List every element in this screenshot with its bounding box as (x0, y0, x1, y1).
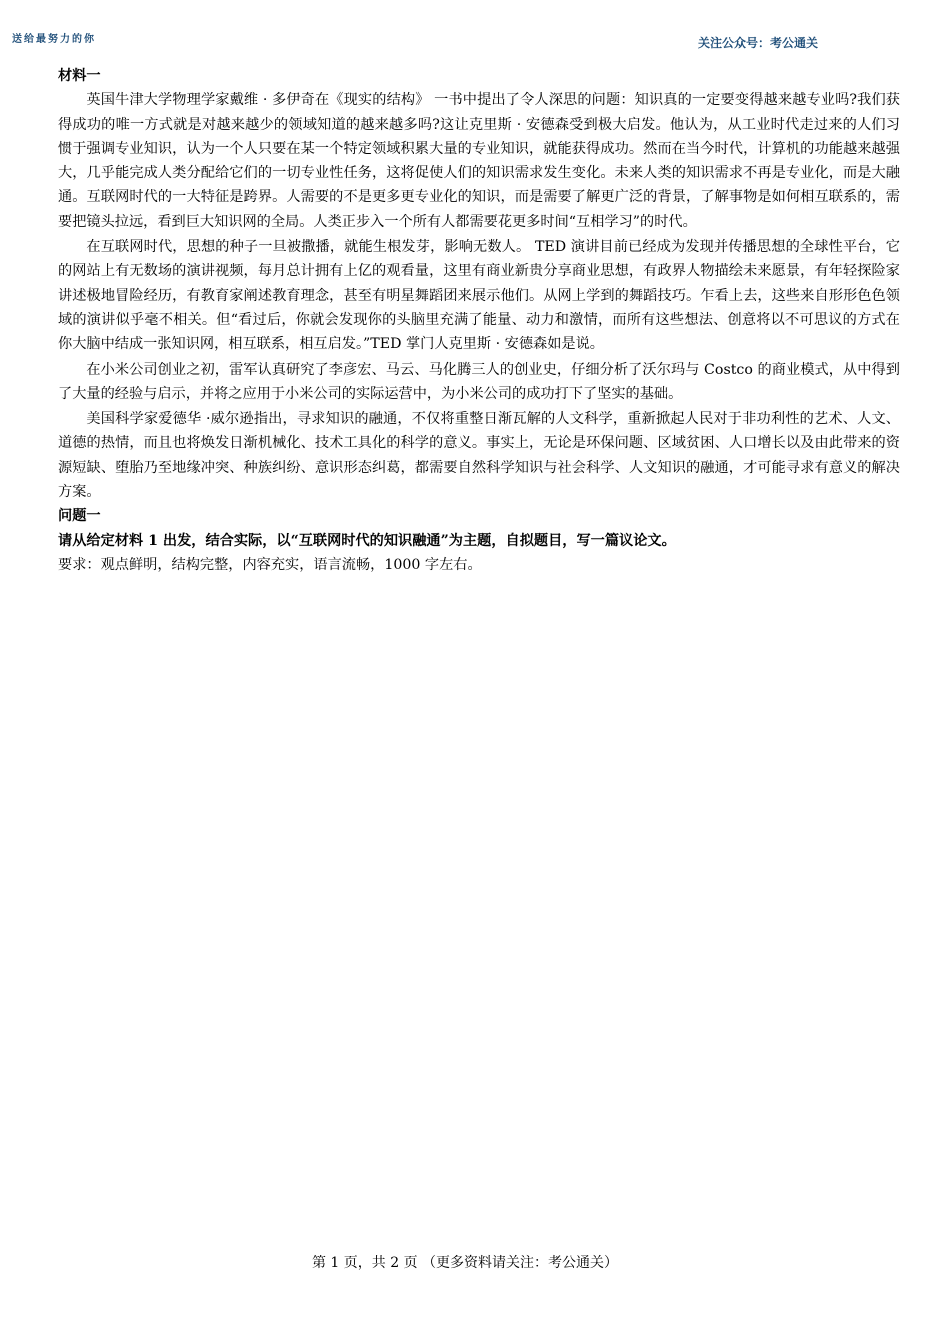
material-paragraph: 美国科学家爱德华 ·威尔逊指出，寻求知识的融通，不仅将重整日渐瓦解的人文科学，重新掀起人民对于非功利性的艺术、人文、道德的热情，而且也将焕发日渐机械化、技术工具化的科学的意义。事实上，无论是环保问题、区域贫困、人口增长以及由此带来的资源短缺、堕胎乃至地缘冲突、种族纠纷、意识形态纠葛，都需要自然科学知识与社会科学、人文知识的融通，才可能寻求有意义的解决方案。 (58, 411, 900, 501)
question-requirement: 要求：观点鲜明，结构完整，内容充实，语言流畅，1000 字左右。 (58, 556, 482, 573)
document-body (58, 64, 900, 577)
material-paragraph: 在小米公司创业之初，雷军认真研究了李彦宏、马云、马化腾三人的创业史，仔细分析了沃尔玛与 Costco 的商业模式，从中得到了大量的经验与启示，并将之应用于小米公司的实际运营中，为小米公司的成功打下了坚实的基础。 (58, 361, 900, 402)
material-heading: 材料一 (58, 68, 101, 84)
material-paragraph: 在互联网时代，思想的种子一旦被撒播，就能生根发芽，影响无数人。 TED 演讲目前已经成为发现并传播思想的全球性平台，它的网站上有无数场的演讲视频，每月总计拥有上亿的观看量，这里有商业新贵分享商业思想，有政界人物描绘未来愿景，有年轻探险家讲述极地冒险经历，有教育家阐述教育理念，甚至有明星舞蹈团来展示他们。从网上学到的舞蹈技巧。乍看上去，这些来自形形色色领域的演讲似乎毫不相关。但“看过后，你就会发现你的头脑里充满了能量、动力和激情，而所有这些想法、创意将以不可思议的方式在你大脑中结成一张知识网，相互联系，相互启发。”TED 掌门人克里斯 · 安德森如是说。 (58, 239, 900, 353)
question-heading: 问题一 (58, 508, 101, 525)
page-footer: 第 1 页，共 2 页 （更多资料请关注：考公通关） (311, 1255, 619, 1271)
question-prompt: 请从给定材料 1 出发，结合实际，以“互联网时代的知识融通”为主题，自拟题目，写一篇议论文。 (58, 532, 676, 549)
material-paragraph: 英国牛津大学物理学家戴维 · 多伊奇在《现实的结构》 一书中提出了令人深思的问题：知识真的一定要变得越来越专业吗?我们获得成功的唯一方式就是对越来越少的领域知道的越来越多吗?这让克里斯 · 安德森受到极大启发。他认为，从工业时代走过来的人们习惯于强调专业知识，认为一个人只要在某一个特定领域积累大量的专业知识，就能获得成功。然而在当今时代，计算机的功能越来越强大，几乎能完成人类分配给它们的一切专业性任务，这将促使人们的知识需求发生变化。未来人类的知识需求不再是专业化，而是大融通。互联网时代的一大特征是跨界。人需要的不是更多更专业化的知识，而是需要了解更广泛的背景，了解事物是如何相互联系的，需要把镜头拉远，看到巨大知识网的全局。人类正步入一个所有人都需要花更多时间“互相学习”的时代。 (58, 92, 900, 230)
header-wechat-notice: 关注公众号：考公通关 (698, 36, 819, 50)
header-slogan: 送给最努力的你 (12, 34, 96, 45)
